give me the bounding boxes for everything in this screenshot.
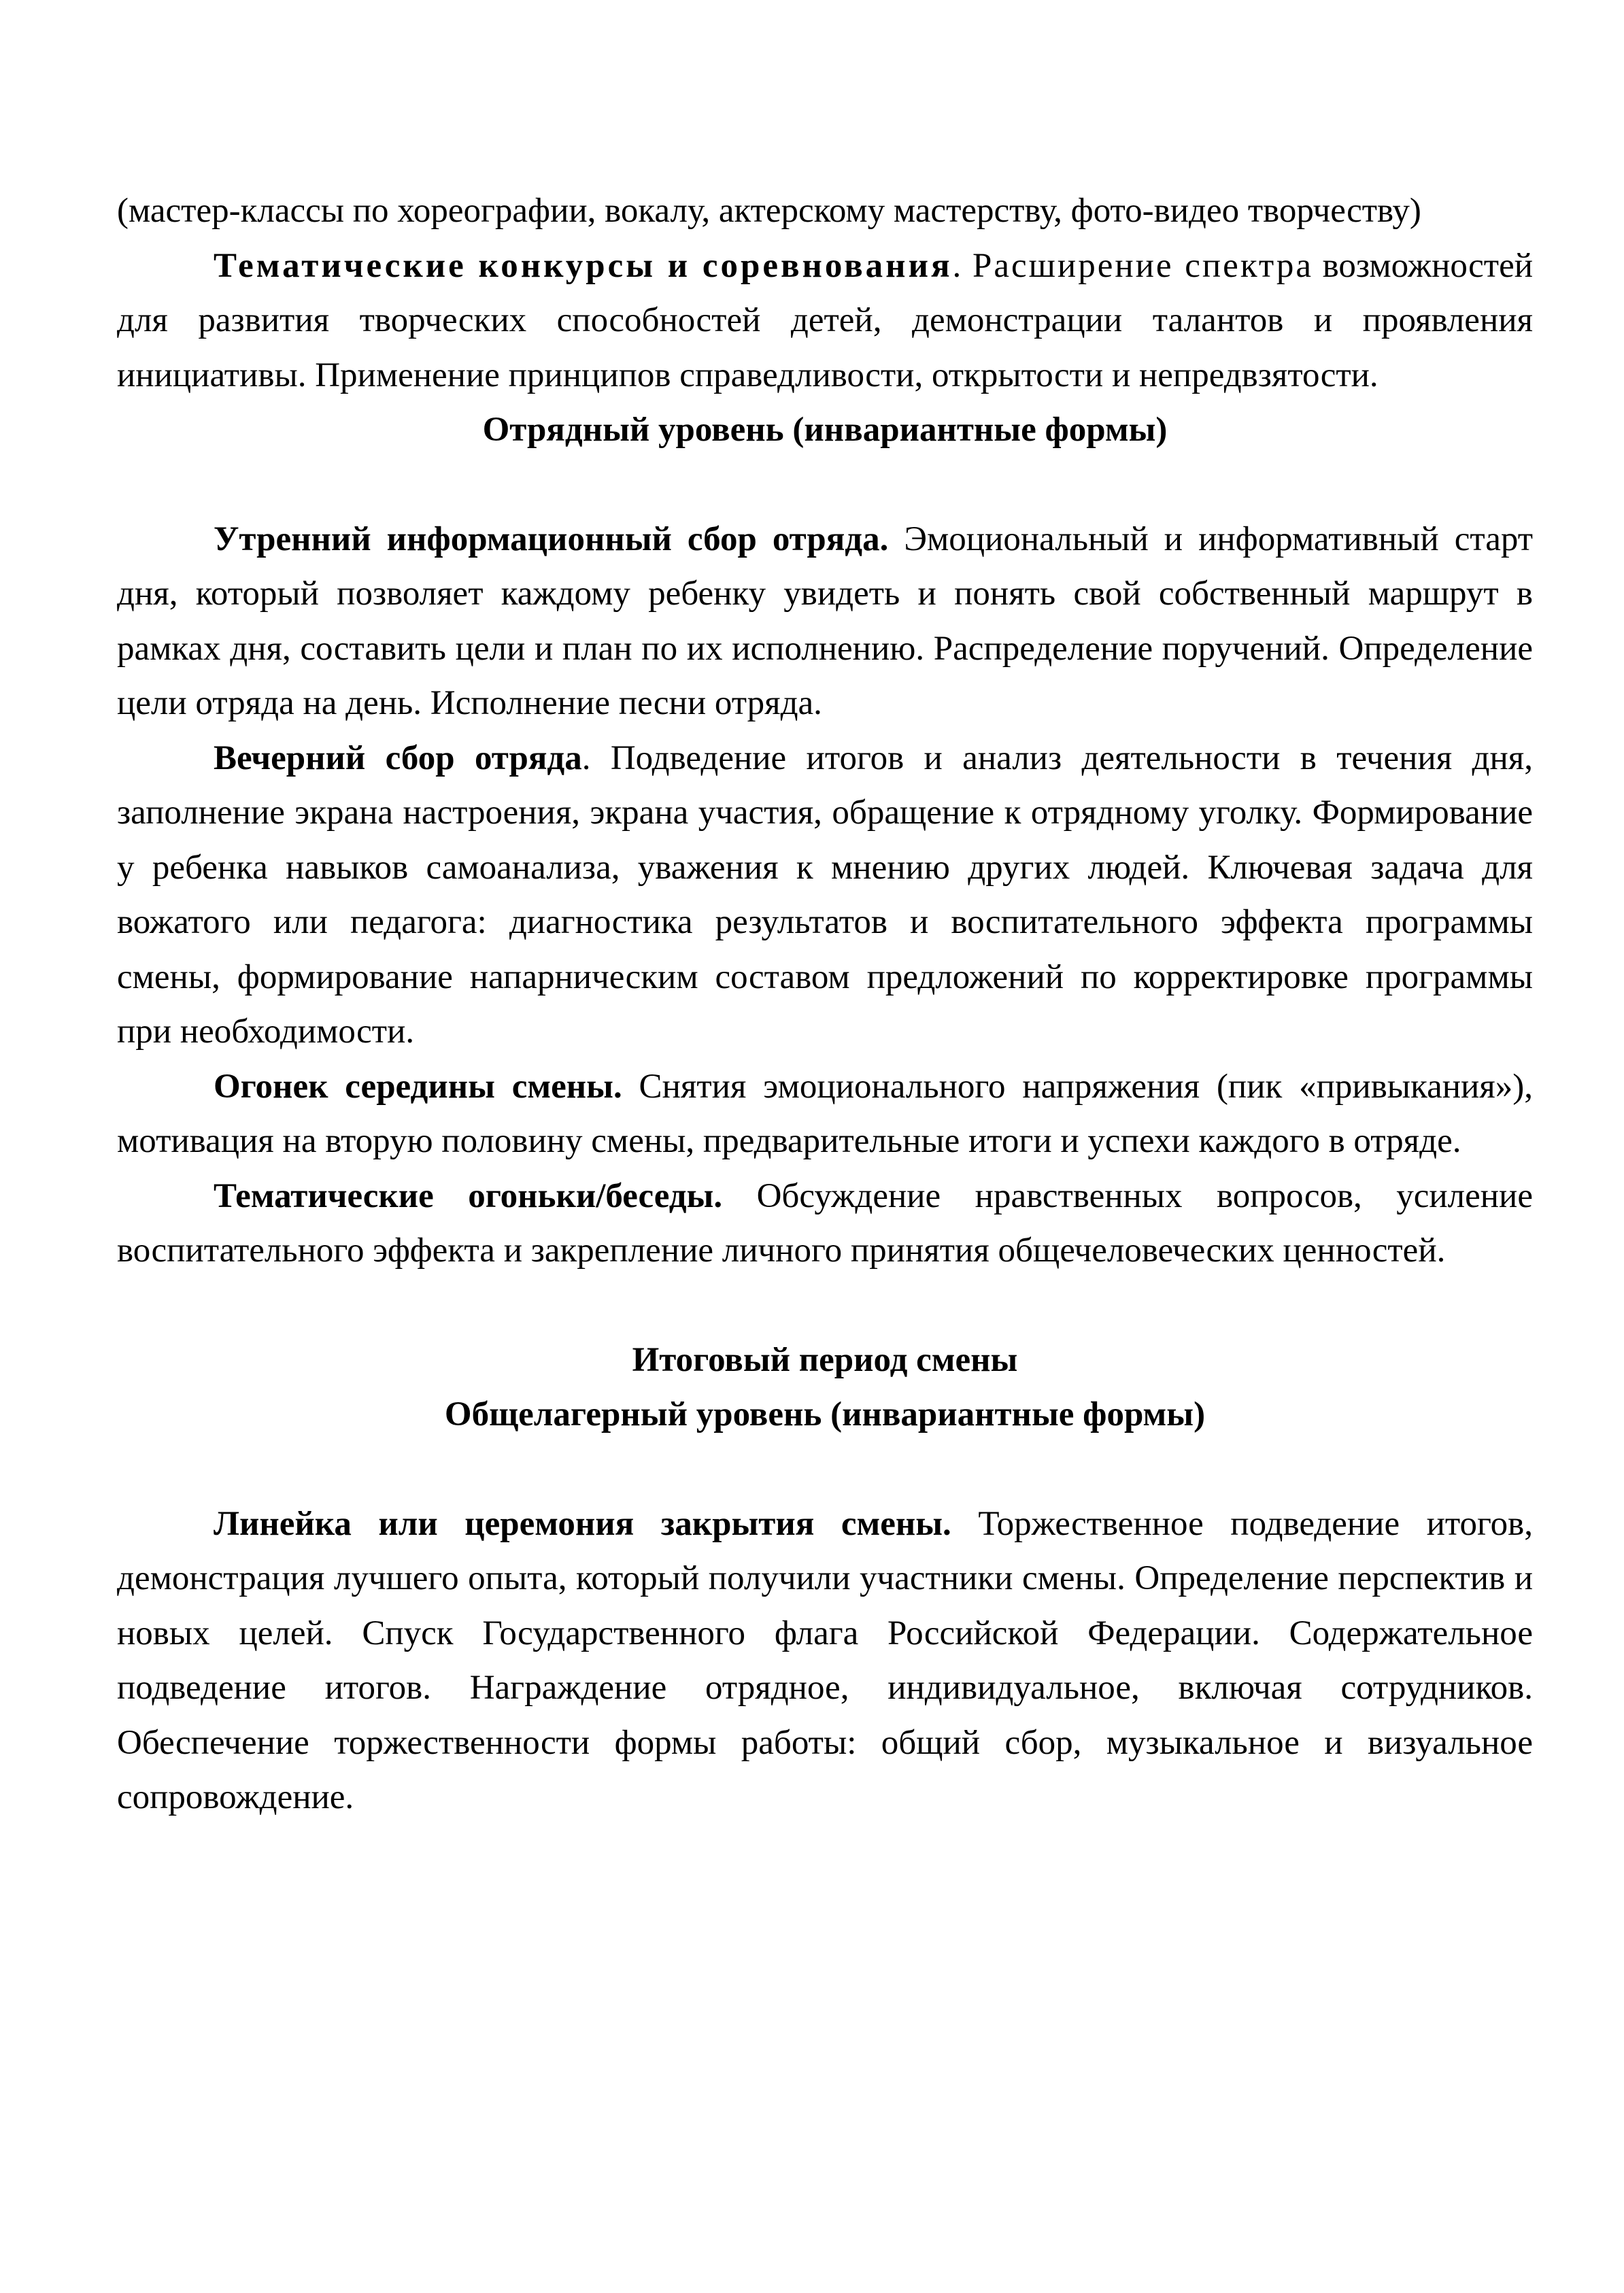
paragraph-title: Огонек середины смены.	[214, 1067, 622, 1106]
paragraph-evening-meeting	[117, 731, 1533, 1059]
paragraph-text-spaced: Расширение спектра	[961, 246, 1313, 285]
paragraph-title: Тематические огоньки/беседы.	[214, 1176, 723, 1215]
section-heading-final-period: Итоговый период смены	[632, 1340, 1018, 1379]
spacer	[117, 458, 1533, 512]
paragraph-text: . Подведение итогов и анализ деятельности в течения дня, заполнение экрана настроения, экрана участия, обращение к отрядному уголку. Формирование у ребенка навыков самоанализа, уважения к мнению других людей. Ключевая задача для вожатого или педагога: диагностика результатов и воспитательного эффекта программы смены, формирование напарническим составом предложений по корректировке программы при необходимости.	[117, 738, 1533, 1051]
spacer	[117, 1442, 1533, 1497]
paragraph-text: Торжественное подведение итогов, демонстрация лучшего опыта, который получили участники смены. Определение перспектив и новых целей. Спуск Государственного флага Российской Федерации. Содержательное подведение итогов. Награждение отрядное, индивидуальное, включая сотрудников. Обеспечение торжественности формы работы: общий сбор, музыкальное и визуальное сопровождение.	[117, 1504, 1534, 1816]
paragraph-text: (мастер-классы по хореографии, вокалу, актерскому мастерству, фото-видео творчеству)	[117, 192, 1421, 230]
paragraph-text: Снятия эмоционального напряжения (пик «привыкания»), мотивация на вторую половину смены, предварительные итоги и успехи каждого в отряде.	[117, 1067, 1533, 1160]
document-body	[117, 184, 1533, 1825]
paragraph-contests	[117, 239, 1533, 403]
paragraph-title: Утренний информационный сбор отряда.	[214, 520, 889, 558]
paragraph-title: Тематические конкурсы и соревнования	[214, 246, 953, 285]
paragraph-text: Обсуждение нравственных вопросов, усиление воспитательного эффекта и закрепление личного принятия общечеловеческих ценностей.	[117, 1176, 1533, 1270]
spacer	[117, 1278, 1533, 1333]
section-heading-camp-level: Общелагерный уровень (инвариантные формы)	[444, 1395, 1206, 1433]
paragraph-text: Эмоциональный и информативный старт дня, который позволяет каждому ребенку увидеть и понять свой собственный маршрут в рамках дня, составить цели и план по их исполнению. Распределение поручений. Определение цели отряда на день. Исполнение песни отряда.	[117, 520, 1533, 722]
paragraph-thematic-talks	[117, 1169, 1533, 1278]
paragraph-masterclasses	[117, 184, 1533, 239]
section-heading-squad-level: Отрядный уровень (инвариантные формы)	[482, 411, 1168, 449]
paragraph-title: Вечерний сбор отряда	[214, 738, 582, 777]
paragraph-morning-meeting	[117, 512, 1533, 731]
paragraph-dot: .	[952, 246, 962, 285]
paragraph-text: возможностей для развития творческих способностей детей, демонстрации талантов и проявления инициативы. Применение принципов справедливости, открытости и непредвзятости.	[117, 246, 1533, 394]
paragraph-title: Линейка или церемония закрытия смены.	[214, 1504, 951, 1543]
paragraph-mid-shift-light	[117, 1059, 1533, 1169]
paragraph-closing-ceremony	[117, 1497, 1533, 1825]
